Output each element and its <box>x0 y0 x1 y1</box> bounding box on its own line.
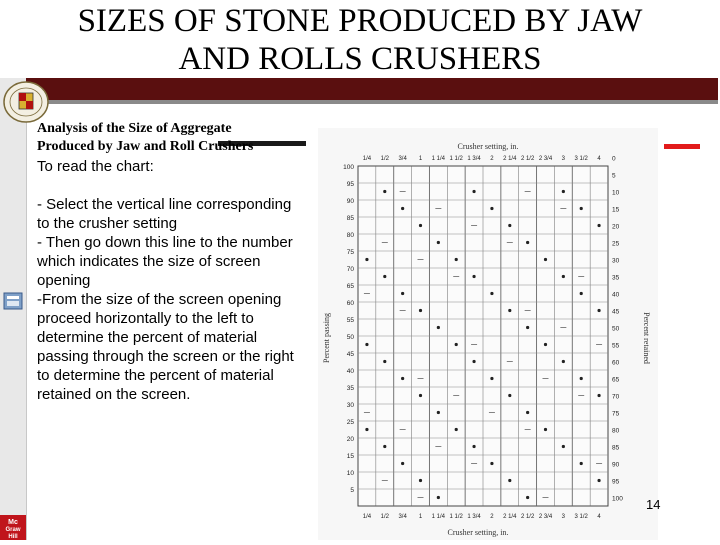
accent-rule <box>664 144 700 149</box>
chart-point <box>401 462 404 465</box>
right-tick-label: 85 <box>612 444 620 452</box>
left-tick-label: 85 <box>346 215 354 222</box>
crusher-chart-image <box>318 128 661 540</box>
chart-point <box>562 275 565 278</box>
left-tick-label: 5 <box>350 487 354 494</box>
bottom-setting-label: 2 1/4 <box>503 514 517 520</box>
top-ticks <box>363 156 602 162</box>
left-tick-label: 45 <box>346 351 354 358</box>
chart-point <box>508 394 511 397</box>
right-tick-label: 10 <box>612 189 620 197</box>
crusher-chart <box>318 128 661 540</box>
chart-point <box>401 292 404 295</box>
chart-point <box>419 394 422 397</box>
chart-point <box>526 241 529 244</box>
chart-point <box>455 428 458 431</box>
right-tick-label: 35 <box>612 274 620 282</box>
chart-point <box>508 309 511 312</box>
left-axis-label: Percent passing <box>322 313 331 363</box>
top-setting-label: 1/4 <box>362 156 372 162</box>
right-tick-label: 20 <box>612 223 620 231</box>
top-axis-label: Crusher setting, in. <box>457 142 519 151</box>
chart-point <box>597 224 600 227</box>
bottom-setting-label: 1/4 <box>362 514 372 520</box>
chart-point <box>383 190 386 193</box>
bottom-setting-label: 2 <box>490 514 494 520</box>
slide-title <box>0 2 720 78</box>
top-setting-label: 3 <box>561 156 566 162</box>
bottom-ticks <box>363 514 602 520</box>
right-tick-label: 25 <box>612 240 620 248</box>
bottom-setting-label: 2 1/2 <box>520 514 535 520</box>
chart-point <box>472 445 475 448</box>
top-setting-label: 1 1/4 <box>431 156 446 162</box>
svg-text:Hill: Hill <box>8 534 18 540</box>
left-tick-label: 90 <box>346 198 354 205</box>
chart-point <box>526 326 529 329</box>
chart-point <box>472 190 475 193</box>
chart-point <box>544 258 547 261</box>
left-tick-label: 15 <box>346 453 354 460</box>
bottom-setting-label: 2 3/4 <box>538 514 553 520</box>
chart-point <box>419 224 422 227</box>
header-bar <box>26 78 718 100</box>
right-tick-label: 0 <box>612 155 616 163</box>
right-tick-label: 50 <box>612 325 620 333</box>
bottom-axis-label: Crusher setting, in. <box>447 528 509 537</box>
right-tick-label: 80 <box>612 427 620 435</box>
chart-point <box>437 496 440 499</box>
right-tick-label: 100 <box>612 495 623 503</box>
chart-point <box>455 343 458 346</box>
svg-text:Mc: Mc <box>8 519 18 526</box>
chart-point <box>580 292 583 295</box>
right-tick-label: 70 <box>612 393 620 401</box>
bottom-setting-label: 1/2 <box>380 514 389 520</box>
left-ticks <box>343 164 354 494</box>
bottom-setting-label: 1 1/2 <box>449 514 463 520</box>
left-tick-label: 65 <box>346 283 354 290</box>
chart-point <box>472 275 475 278</box>
top-setting-label: 3 1/2 <box>574 156 588 162</box>
chart-point <box>508 479 511 482</box>
right-tick-label: 60 <box>612 359 620 367</box>
chart-point <box>508 224 511 227</box>
bottom-setting-label: 3 <box>561 514 566 520</box>
chart-instructions: To read the chart: - Select the vertical line corresponding to the crusher setting - Then go down this line to the number which indicates the size of screen opening -From the size of the screen opening proceed horizontally to the left to determine the percent of material passing through the screen or the right to determine the percent of material retained on the screen. <box>37 158 294 403</box>
chart-point <box>365 343 368 346</box>
left-tick-label: 60 <box>346 300 354 307</box>
left-tick-label: 25 <box>346 419 354 426</box>
caption-line-2: Produced by Jaw and Roll Crushers <box>37 139 254 154</box>
right-tick-label: 30 <box>612 257 620 265</box>
top-setting-label: 1 3/4 <box>467 156 481 162</box>
chart-point <box>437 411 440 414</box>
mcgraw-hill-logo-icon <box>0 515 26 540</box>
left-tick-label: 35 <box>346 385 354 392</box>
chart-point <box>544 428 547 431</box>
right-tick-label: 55 <box>612 342 620 350</box>
chart-point <box>365 428 368 431</box>
left-tick-label: 40 <box>346 368 354 375</box>
chart-point <box>597 394 600 397</box>
chart-point <box>419 479 422 482</box>
page-number: 14 <box>646 497 661 512</box>
chart-point <box>401 207 404 210</box>
chart-point <box>419 309 422 312</box>
right-tick-label: 90 <box>612 461 620 469</box>
caption-line-1: Analysis of the Size of Aggregate <box>37 121 232 136</box>
left-tick-label: 10 <box>346 470 354 477</box>
left-tick-label: 70 <box>346 266 354 273</box>
chart-point <box>365 258 368 261</box>
chart-point <box>401 377 404 380</box>
chart-point <box>437 326 440 329</box>
chart-point <box>383 360 386 363</box>
right-tick-label: 5 <box>612 172 616 180</box>
right-tick-label: 75 <box>612 410 620 418</box>
chart-point <box>562 190 565 193</box>
svg-text:Graw: Graw <box>5 527 21 533</box>
top-setting-label: 2 1/4 <box>503 156 517 162</box>
navigation-icon[interactable] <box>2 290 24 312</box>
top-setting-label: 2 <box>490 156 494 162</box>
chart-point <box>437 241 440 244</box>
left-tick-label: 75 <box>346 249 354 256</box>
top-setting-label: 1/2 <box>380 156 389 162</box>
chart-point <box>490 292 493 295</box>
left-tick-label: 30 <box>346 402 354 409</box>
right-ticks <box>612 156 623 503</box>
right-tick-label: 65 <box>612 376 620 384</box>
title-line-2: AND ROLLS CRUSHERS <box>178 41 542 77</box>
header-divider <box>26 100 718 104</box>
top-setting-label: 1 1/2 <box>449 156 463 162</box>
top-setting-label: 3/4 <box>398 156 407 162</box>
chart-point <box>383 275 386 278</box>
bottom-setting-label: 3 1/2 <box>574 514 588 520</box>
bottom-setting-label: 1 3/4 <box>467 514 481 520</box>
bottom-setting-label: 1 <box>418 514 423 520</box>
chart-point <box>580 207 583 210</box>
university-seal-icon <box>2 80 54 124</box>
title-line-1: SIZES OF STONE PRODUCED BY JAW <box>77 3 643 39</box>
chart-point <box>490 462 493 465</box>
top-setting-label: 4 <box>597 156 601 162</box>
top-setting-label: 1 <box>418 156 423 162</box>
right-axis-label: Percent retained <box>642 312 651 364</box>
chart-point <box>580 462 583 465</box>
chart-point <box>562 445 565 448</box>
left-tick-label: 100 <box>343 164 354 171</box>
top-setting-label: 2 1/2 <box>520 156 535 162</box>
chart-point <box>490 207 493 210</box>
bottom-setting-label: 3/4 <box>398 514 407 520</box>
right-tick-label: 45 <box>612 308 620 316</box>
chart-point <box>490 377 493 380</box>
bottom-setting-label: 4 <box>597 514 601 520</box>
chart-point <box>383 445 386 448</box>
chart-point <box>597 309 600 312</box>
publisher-logo <box>0 515 26 540</box>
chart-point <box>455 258 458 261</box>
left-tick-label: 95 <box>346 181 354 188</box>
right-tick-label: 40 <box>612 291 620 299</box>
chart-grid <box>358 166 608 506</box>
chart-point <box>472 360 475 363</box>
chart-point <box>562 360 565 363</box>
right-tick-label: 95 <box>612 478 620 486</box>
bottom-setting-label: 1 1/4 <box>431 514 446 520</box>
chart-point <box>580 377 583 380</box>
left-tick-label: 50 <box>346 334 354 341</box>
left-tick-label: 80 <box>346 232 354 239</box>
chart-point <box>597 479 600 482</box>
left-tick-label: 55 <box>346 317 354 324</box>
left-tick-label: 20 <box>346 436 354 443</box>
right-tick-label: 15 <box>612 206 620 214</box>
chart-point <box>544 343 547 346</box>
chart-point <box>526 411 529 414</box>
top-setting-label: 2 3/4 <box>538 156 553 162</box>
chart-point <box>526 496 529 499</box>
